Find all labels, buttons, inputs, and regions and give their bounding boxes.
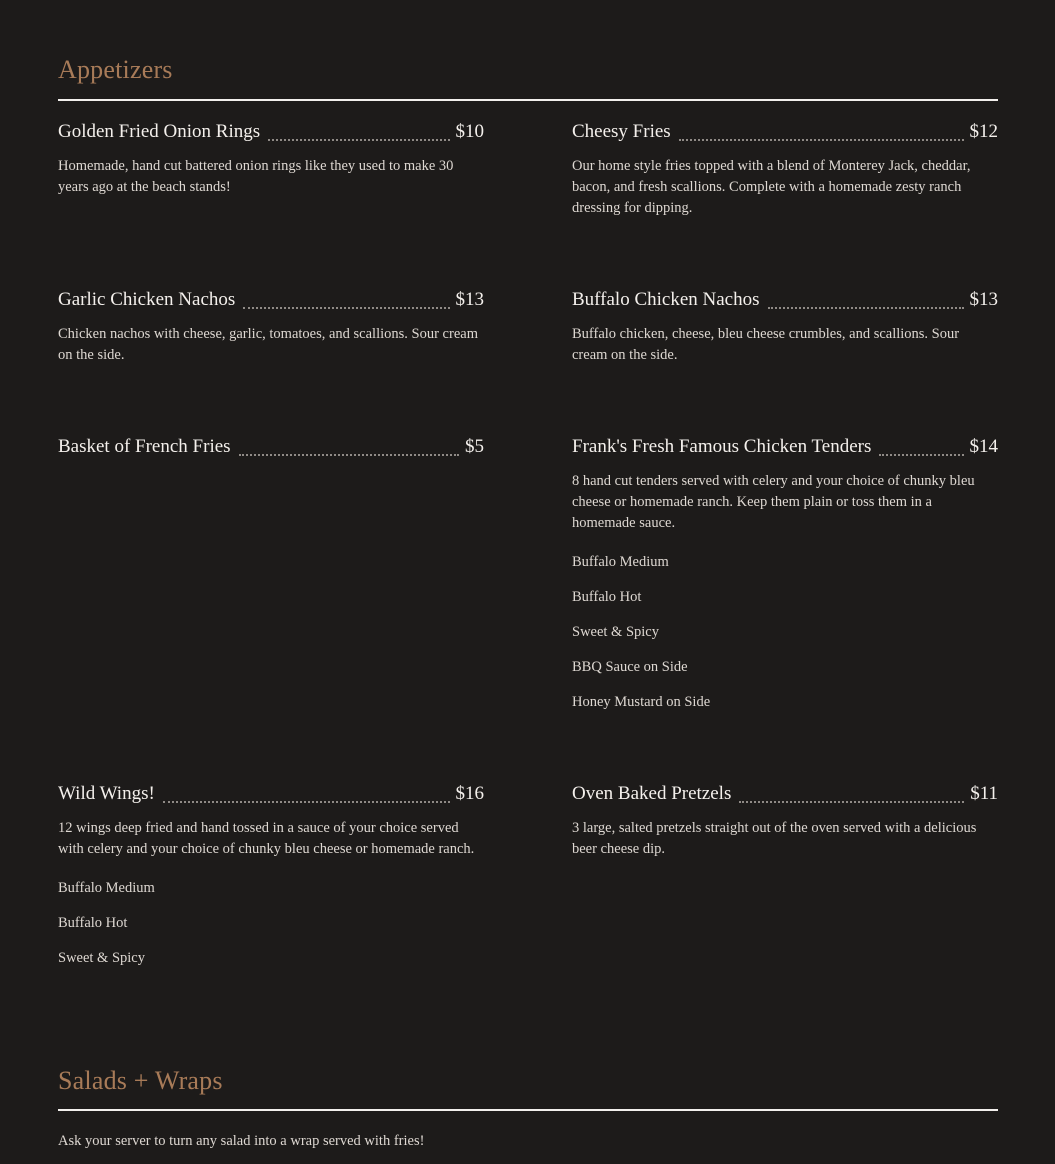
menu-item-onion-rings [58, 121, 484, 198]
salads-note: Ask your server to turn any salad into a wrap served with fries! [58, 1133, 425, 1149]
dot-leader [239, 454, 459, 456]
sauce-options [572, 552, 998, 727]
sauce-option: Buffalo Medium [572, 554, 669, 570]
section-title-appetizers: Appetizers [58, 55, 173, 84]
item-description: Our home style fries topped with a blend of Monterey Jack, cheddar, bacon, and fresh scallions. Complete with a homemade zesty ranch dressing for dipping. [572, 158, 971, 216]
item-name: Frank's Fresh Famous Chicken Tenders [572, 436, 872, 457]
section-divider [58, 1109, 998, 1111]
dot-leader [679, 139, 964, 141]
section-title-salads-wraps: Salads + Wraps [58, 1066, 223, 1095]
item-price: $11 [970, 783, 998, 804]
sauce-option: BBQ Sauce on Side [572, 659, 688, 675]
item-name: Garlic Chicken Nachos [58, 289, 236, 310]
item-description: 8 hand cut tenders served with celery and your choice of chunky bleu cheese or homemade ranch. Keep them plain or toss them in a homemade sauce. [572, 473, 975, 531]
item-name: Buffalo Chicken Nachos [572, 289, 760, 310]
dot-leader [739, 801, 964, 803]
menu-item-pretzels [572, 783, 998, 860]
menu-item-garlic-chicken-nachos [58, 289, 484, 366]
item-price: $16 [455, 783, 484, 804]
item-description: 12 wings deep fried and hand tossed in a sauce of your choice served with celery and your choice of chunky bleu cheese or homemade ranch. [58, 820, 475, 857]
dot-leader [879, 454, 963, 456]
dot-leader [268, 139, 449, 141]
item-name: Cheesy Fries [572, 121, 671, 142]
item-price: $5 [465, 436, 484, 457]
item-description: Chicken nachos with cheese, garlic, tomatoes, and scallions. Sour cream on the side. [58, 326, 478, 363]
sauce-option: Buffalo Hot [58, 915, 128, 931]
dot-leader [243, 307, 449, 309]
section-divider [58, 99, 998, 101]
item-name: Golden Fried Onion Rings [58, 121, 261, 142]
item-price: $13 [969, 289, 998, 310]
sauce-options [58, 878, 484, 983]
sauce-option: Sweet & Spicy [572, 624, 659, 640]
sauce-option: Buffalo Hot [572, 589, 642, 605]
item-price: $14 [969, 436, 998, 457]
item-description: Buffalo chicken, cheese, bleu cheese crumbles, and scallions. Sour cream on the side. [572, 326, 960, 363]
sauce-option: Honey Mustard on Side [572, 694, 711, 710]
item-description: Homemade, hand cut battered onion rings like they used to make 30 years ago at the beach stands! [58, 158, 454, 195]
dot-leader [768, 307, 964, 309]
item-price: $13 [455, 289, 484, 310]
item-name: Basket of French Fries [58, 436, 231, 457]
item-name: Oven Baked Pretzels [572, 783, 732, 804]
item-price: $10 [455, 121, 484, 142]
menu-item-chicken-tenders [572, 436, 998, 727]
menu-item-wild-wings [58, 783, 484, 983]
dot-leader [163, 801, 450, 803]
menu-item-cheesy-fries [572, 121, 998, 219]
item-price: $12 [969, 121, 998, 142]
item-name: Wild Wings! [58, 783, 155, 804]
sauce-option: Buffalo Medium [58, 880, 155, 896]
menu-item-french-fries [58, 436, 484, 462]
item-description: 3 large, salted pretzels straight out of the oven served with a delicious beer cheese dip. [572, 820, 977, 857]
sauce-option: Sweet & Spicy [58, 950, 145, 966]
menu-item-buffalo-chicken-nachos [572, 289, 998, 366]
